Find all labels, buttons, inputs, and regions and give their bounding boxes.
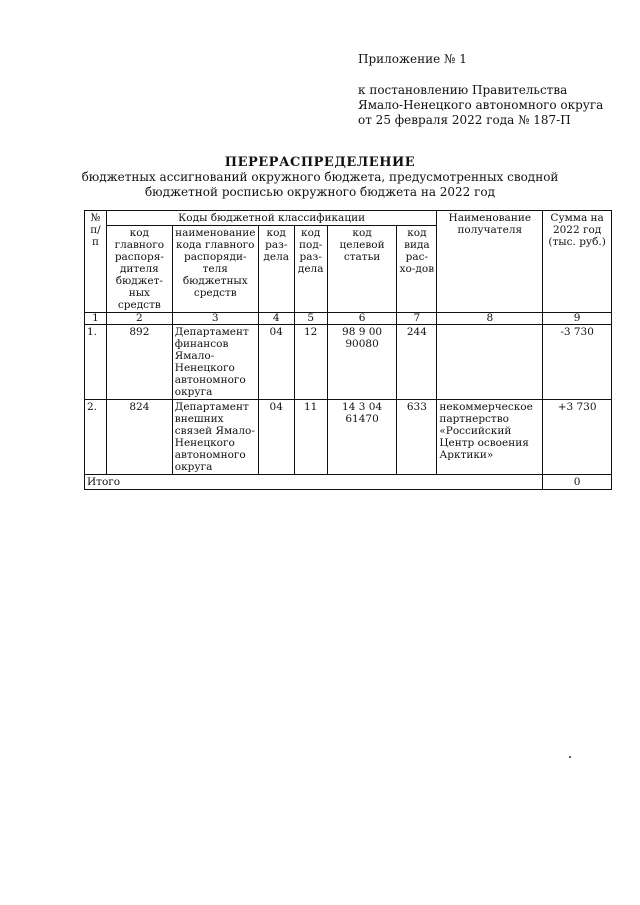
appendix-title: Приложение № 1: [358, 52, 467, 66]
table-row: [85, 325, 612, 400]
budget-table: [84, 210, 612, 490]
document-subtitle-line-2: бюджетной росписью окружного бюджета на 2022 год: [144, 185, 496, 199]
row-target: 98 9 00 90080: [327, 325, 397, 400]
header-gr-code: код главного распоря-дителя бюджет-ных средств: [106, 226, 172, 313]
col-number: 3: [172, 313, 258, 325]
document-heading: [0, 155, 640, 200]
header-section: код раз-дела: [258, 226, 294, 313]
total-row: [85, 475, 612, 490]
col-number: 6: [327, 313, 397, 325]
row-amount: -3 730: [543, 325, 612, 400]
col-number: 7: [397, 313, 437, 325]
row-exp-type: 244: [397, 325, 437, 400]
row-amount: +3 730: [543, 400, 612, 475]
col-number: 4: [258, 313, 294, 325]
header-codes-group: Коды бюджетной классификации: [106, 211, 436, 226]
header-exp-type: код вида рас-хо-дов: [397, 226, 437, 313]
document-subtitle-line-1: бюджетных ассигнований окружного бюджета, предусмотренных сводной: [81, 170, 559, 184]
row-num: 2.: [85, 400, 107, 475]
col-number: 5: [294, 313, 327, 325]
table-row: [85, 400, 612, 475]
row-gr-code: 892: [106, 325, 172, 400]
row-gr-name: Департамент финансов Ямало-Ненецкого автономного округа: [172, 325, 258, 400]
header-num: № п/п: [85, 211, 107, 313]
header-row-top: [85, 211, 612, 226]
total-label: Итого: [85, 475, 543, 490]
header-subsection: код под-раз-дела: [294, 226, 327, 313]
header-gr-name: наименование кода главного распоряди-теля бюджетных средств: [172, 226, 258, 313]
row-exp-type: 633: [397, 400, 437, 475]
col-number: 1: [85, 313, 107, 325]
col-number: 9: [543, 313, 612, 325]
col-number: 8: [437, 313, 543, 325]
row-target: 14 3 04 61470: [327, 400, 397, 475]
column-number-row: [85, 313, 612, 325]
row-section: 04: [258, 325, 294, 400]
col-number: 2: [106, 313, 172, 325]
row-num: 1.: [85, 325, 107, 400]
appendix-block: [358, 52, 603, 128]
row-gr-code: 824: [106, 400, 172, 475]
row-recipient: некоммерческое партнерство «Российский Центр освоения Арктики»: [437, 400, 543, 475]
appendix-line-1: к постановлению Правительства: [358, 83, 568, 97]
total-amount: 0: [543, 475, 612, 490]
row-subsection: 12: [294, 325, 327, 400]
appendix-line-3: от 25 февраля 2022 года № 187-П: [358, 113, 571, 127]
appendix-line-2: Ямало-Ненецкого автономного округа: [358, 98, 604, 112]
document-title: ПЕРЕРАСПРЕДЕЛЕНИЕ: [224, 155, 416, 170]
row-subsection: 11: [294, 400, 327, 475]
header-amount: Сумма на 2022 год (тыс. руб.): [543, 211, 612, 313]
header-recipient: Наименование получателя: [437, 211, 543, 313]
row-recipient: [437, 325, 543, 400]
row-section: 04: [258, 400, 294, 475]
scan-speck: [569, 756, 571, 758]
header-target: код целевой статьи: [327, 226, 397, 313]
row-gr-name: Департамент внешних связей Ямало-Ненецкого автономного округа: [172, 400, 258, 475]
